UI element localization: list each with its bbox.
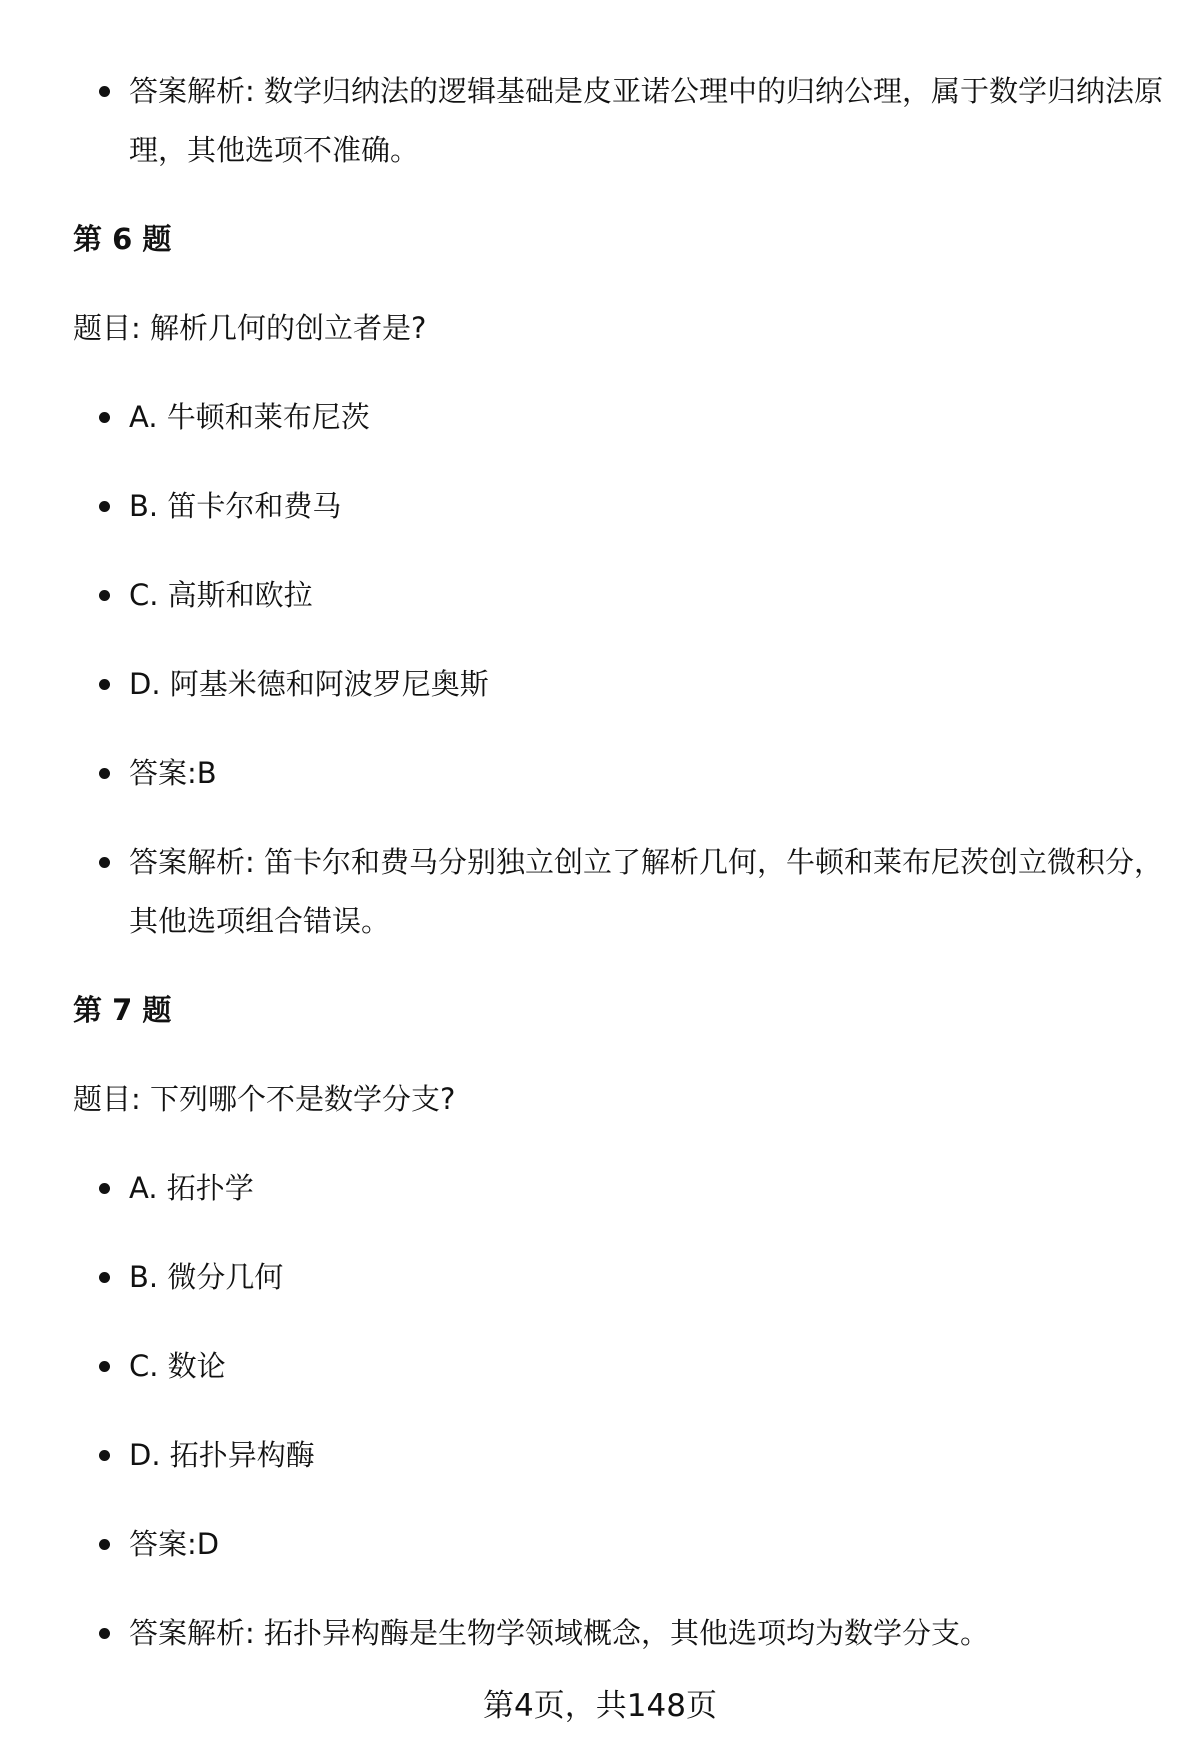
question-7-list (73, 1159, 1163, 1663)
question-6-explanation: 答案解析: 笛卡尔和费马分别独立创立了解析几何，牛顿和莱布尼茨创立微积分，其他选项组合错误。 (73, 833, 1163, 951)
page-number-footer: 第4页，共148页 (483, 1688, 717, 1724)
question-7-answer: 答案:D (73, 1515, 1163, 1574)
question-7-option-a: A. 拓扑学 (73, 1159, 1163, 1218)
question-6-option-c: C. 高斯和欧拉 (73, 566, 1163, 625)
question-7-option-d: D. 拓扑异构酶 (73, 1426, 1163, 1485)
question-6-list (73, 388, 1163, 951)
prev-explanation-list (73, 62, 1163, 180)
question-6-option-b: B. 笛卡尔和费马 (73, 477, 1163, 536)
question-6-heading: 第 6 题 (73, 222, 172, 256)
question-7-text: 题目: 下列哪个不是数学分支? (73, 1082, 456, 1116)
question-6-answer: 答案:B (73, 744, 1163, 803)
prev-answer-explanation: 答案解析: 数学归纳法的逻辑基础是皮亚诺公理中的归纳公理，属于数学归纳法原理，其他选项不准确。 (73, 62, 1163, 180)
question-6-option-d: D. 阿基米德和阿波罗尼奥斯 (73, 655, 1163, 714)
question-6-text: 题目: 解析几何的创立者是? (73, 311, 427, 345)
page-content (73, 62, 1163, 1693)
question-7-option-b: B. 微分几何 (73, 1248, 1163, 1307)
question-7-option-c: C. 数论 (73, 1337, 1163, 1396)
question-7-explanation: 答案解析: 拓扑异构酶是生物学领域概念，其他选项均为数学分支。 (73, 1604, 1163, 1663)
question-6-option-a: A. 牛顿和莱布尼茨 (73, 388, 1163, 447)
question-7-heading: 第 7 题 (73, 993, 172, 1027)
